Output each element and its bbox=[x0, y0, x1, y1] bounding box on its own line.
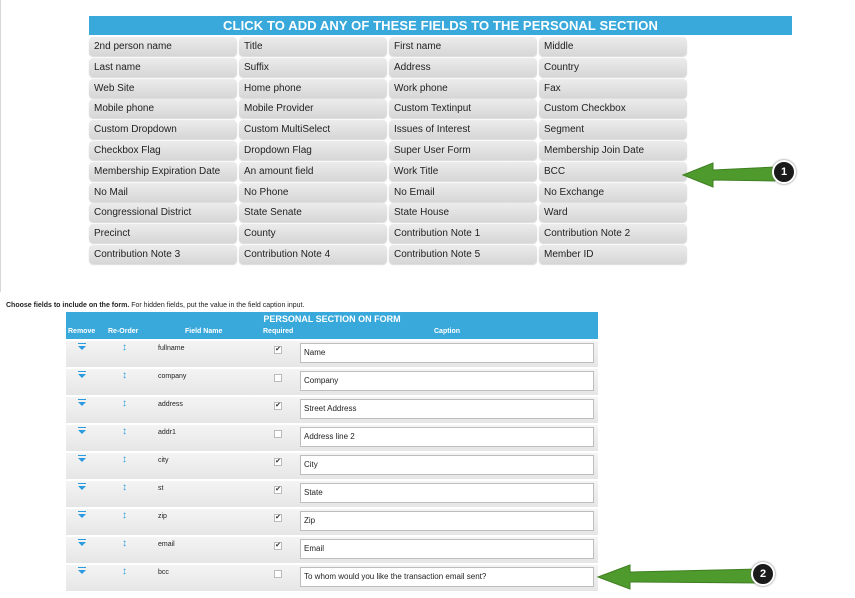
caption-input[interactable]: Address line 2 bbox=[300, 427, 594, 447]
available-field-button[interactable]: Custom Textinput bbox=[389, 99, 537, 118]
form-field-row bbox=[66, 481, 598, 507]
required-checkbox[interactable]: ✔ bbox=[275, 458, 281, 465]
available-field-button[interactable]: BCC bbox=[539, 162, 687, 181]
field-name-label: company bbox=[158, 373, 187, 380]
remove-arrow-icon[interactable] bbox=[78, 430, 86, 434]
caption-input[interactable]: Zip bbox=[300, 511, 594, 531]
available-field-button[interactable]: Country bbox=[539, 58, 687, 77]
remove-arrow-icon[interactable] bbox=[78, 542, 86, 546]
available-field-button[interactable]: Last name bbox=[89, 58, 237, 77]
available-field-button[interactable]: Fax bbox=[539, 79, 687, 98]
callout-badge-1: 1 bbox=[772, 160, 796, 184]
available-field-button[interactable]: 2nd person name bbox=[89, 37, 237, 56]
caption-input[interactable]: To whom would you like the transaction email sent? bbox=[300, 567, 594, 587]
form-field-row bbox=[66, 425, 598, 451]
required-checkbox[interactable]: ✔ bbox=[275, 346, 281, 353]
caption-input[interactable]: Name bbox=[300, 343, 594, 363]
required-checkbox[interactable] bbox=[274, 570, 282, 578]
field-name-label: email bbox=[158, 541, 175, 548]
form-column-headers bbox=[66, 326, 598, 339]
remove-arrow-icon[interactable] bbox=[78, 570, 86, 574]
available-field-button[interactable]: Segment bbox=[539, 120, 687, 139]
caption-input[interactable]: Email bbox=[300, 539, 594, 559]
callout-badge-2: 2 bbox=[751, 562, 775, 586]
available-field-button[interactable]: No Email bbox=[389, 183, 537, 202]
field-name-label: fullname bbox=[158, 345, 185, 352]
available-field-button[interactable]: Contribution Note 3 bbox=[89, 245, 237, 264]
remove-arrow-icon[interactable] bbox=[78, 346, 86, 350]
available-field-button[interactable]: Congressional District bbox=[89, 203, 237, 222]
required-checkbox[interactable]: ✔ bbox=[275, 402, 281, 409]
form-field-row bbox=[66, 341, 598, 367]
caption-input[interactable]: Street Address bbox=[300, 399, 594, 419]
remove-arrow-icon[interactable] bbox=[78, 514, 86, 518]
field-name-label: st bbox=[158, 485, 164, 492]
available-field-button[interactable]: Mobile Provider bbox=[239, 99, 387, 118]
field-name-label: addr1 bbox=[158, 429, 176, 436]
required-checkbox[interactable]: ✔ bbox=[275, 542, 281, 549]
available-field-button[interactable]: No Phone bbox=[239, 183, 387, 202]
available-field-button[interactable]: State Senate bbox=[239, 203, 387, 222]
caption-column-header: Caption bbox=[434, 328, 461, 335]
available-field-button[interactable]: Custom MultiSelect bbox=[239, 120, 387, 139]
form-field-row bbox=[66, 565, 598, 591]
available-field-button[interactable]: Home phone bbox=[239, 79, 387, 98]
available-field-button[interactable]: Issues of Interest bbox=[389, 120, 537, 139]
reorder-handle-icon[interactable]: ↕ bbox=[122, 566, 127, 577]
available-field-button[interactable]: Checkbox Flag bbox=[89, 141, 237, 160]
form-instruction bbox=[6, 302, 304, 309]
instruction-bold: Choose fields to include on the form. bbox=[6, 302, 130, 309]
reorder-handle-icon[interactable]: ↕ bbox=[122, 482, 127, 493]
available-field-button[interactable]: First name bbox=[389, 37, 537, 56]
form-field-row bbox=[66, 509, 598, 535]
form-section-title: PERSONAL SECTION ON FORM bbox=[66, 312, 598, 326]
available-field-button[interactable]: An amount field bbox=[239, 162, 387, 181]
available-field-button[interactable]: Work phone bbox=[389, 79, 537, 98]
reorder-handle-icon[interactable]: ↕ bbox=[122, 370, 127, 381]
available-field-button[interactable]: Ward bbox=[539, 203, 687, 222]
available-field-button[interactable]: Contribution Note 1 bbox=[389, 224, 537, 243]
available-field-button[interactable]: Contribution Note 5 bbox=[389, 245, 537, 264]
available-field-button[interactable]: Suffix bbox=[239, 58, 387, 77]
callout-arrow-2 bbox=[595, 562, 765, 592]
field-name-column-header: Field Name bbox=[185, 328, 223, 335]
remove-arrow-icon[interactable] bbox=[78, 486, 86, 490]
instruction-text: For hidden fields, put the value in the field caption input. bbox=[129, 302, 305, 309]
reorder-handle-icon[interactable]: ↕ bbox=[122, 342, 127, 353]
available-field-button[interactable]: No Mail bbox=[89, 183, 237, 202]
caption-input[interactable]: State bbox=[300, 483, 594, 503]
available-field-button[interactable]: Work Title bbox=[389, 162, 537, 181]
personal-section-form bbox=[66, 312, 598, 591]
form-field-row bbox=[66, 397, 598, 423]
available-field-button[interactable]: Membership Join Date bbox=[539, 141, 687, 160]
available-field-button[interactable]: Super User Form bbox=[389, 141, 537, 160]
required-checkbox[interactable] bbox=[274, 430, 282, 438]
available-fields-header: CLICK TO ADD ANY OF THESE FIELDS TO THE PERSONAL SECTION bbox=[89, 16, 792, 35]
available-field-button[interactable]: Title bbox=[239, 37, 387, 56]
available-field-button[interactable]: Contribution Note 2 bbox=[539, 224, 687, 243]
remove-column-header: Remove bbox=[68, 328, 96, 335]
available-field-button[interactable]: Precinct bbox=[89, 224, 237, 243]
available-field-button[interactable]: Web Site bbox=[89, 79, 237, 98]
required-checkbox[interactable] bbox=[274, 374, 282, 382]
remove-arrow-icon[interactable] bbox=[78, 402, 86, 406]
required-checkbox[interactable]: ✔ bbox=[275, 486, 281, 493]
field-name-label: city bbox=[158, 457, 169, 464]
required-checkbox[interactable]: ✔ bbox=[275, 514, 281, 521]
callout-arrow-1 bbox=[680, 160, 780, 190]
available-field-button[interactable]: County bbox=[239, 224, 387, 243]
available-field-button[interactable]: Mobile phone bbox=[89, 99, 237, 118]
reorder-handle-icon[interactable]: ↕ bbox=[122, 510, 127, 521]
remove-arrow-icon[interactable] bbox=[78, 374, 86, 378]
field-name-label: bcc bbox=[158, 569, 169, 576]
reorder-handle-icon[interactable]: ↕ bbox=[122, 398, 127, 409]
form-field-row bbox=[66, 537, 598, 563]
reorder-handle-icon[interactable]: ↕ bbox=[122, 426, 127, 437]
available-field-button[interactable]: Contribution Note 4 bbox=[239, 245, 387, 264]
available-field-button[interactable]: No Exchange bbox=[539, 183, 687, 202]
caption-input[interactable]: Company bbox=[300, 371, 594, 391]
available-field-button[interactable]: Dropdown Flag bbox=[239, 141, 387, 160]
form-field-row bbox=[66, 369, 598, 395]
reorder-column-header: Re-Order bbox=[108, 328, 139, 335]
available-field-button[interactable]: Custom Dropdown bbox=[89, 120, 237, 139]
available-field-button[interactable]: Member ID bbox=[539, 245, 687, 264]
form-rows bbox=[66, 341, 598, 591]
available-field-button[interactable]: Address bbox=[389, 58, 537, 77]
reorder-handle-icon[interactable]: ↕ bbox=[122, 454, 127, 465]
caption-input[interactable]: City bbox=[300, 455, 594, 475]
page-left-divider bbox=[0, 0, 1, 292]
available-field-button[interactable]: State House bbox=[389, 203, 537, 222]
available-field-button[interactable]: Middle bbox=[539, 37, 687, 56]
form-field-row bbox=[66, 453, 598, 479]
reorder-handle-icon[interactable]: ↕ bbox=[122, 538, 127, 549]
available-field-button[interactable]: Membership Expiration Date bbox=[89, 162, 237, 181]
available-field-button[interactable]: Custom Checkbox bbox=[539, 99, 687, 118]
field-name-label: address bbox=[158, 401, 183, 408]
required-column-header: Required bbox=[263, 328, 294, 335]
remove-arrow-icon[interactable] bbox=[78, 458, 86, 462]
field-name-label: zip bbox=[158, 513, 167, 520]
